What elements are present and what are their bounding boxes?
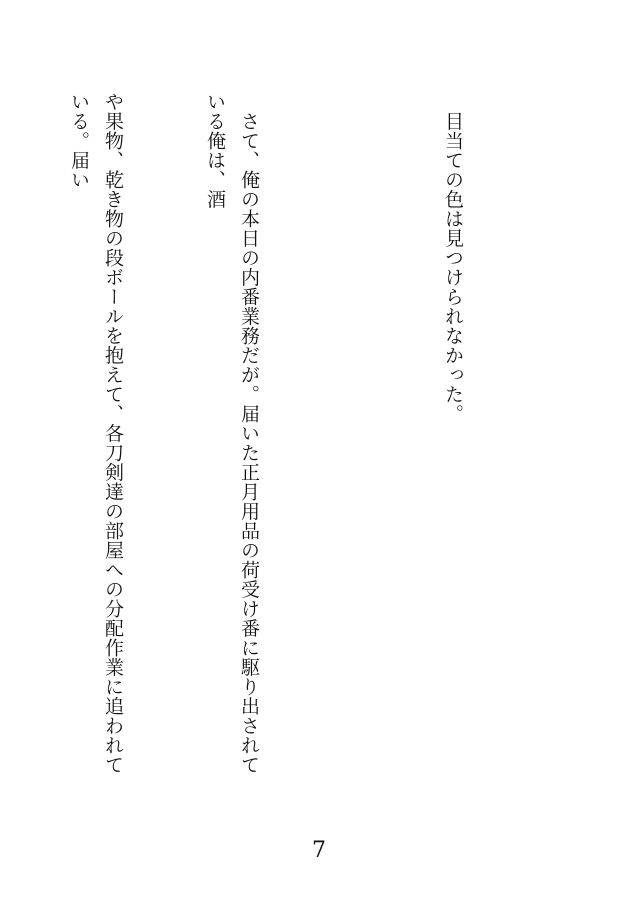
text-line: 目当ての色は見つけられなかった。 bbox=[442, 92, 464, 424]
page-number: 7 bbox=[312, 838, 326, 863]
text-line: や果物、乾き物の段ボールを抱えて、各刀剣達の部屋への分配作業に追われている。届い bbox=[68, 92, 124, 775]
paragraph-gap bbox=[334, 92, 368, 792]
vertical-text-body bbox=[0, 92, 538, 792]
text-line: さて、俺の本日の内番業務だが。届いた正月用品の荷受け番に駆り出されている俺は、酒 bbox=[204, 92, 260, 775]
